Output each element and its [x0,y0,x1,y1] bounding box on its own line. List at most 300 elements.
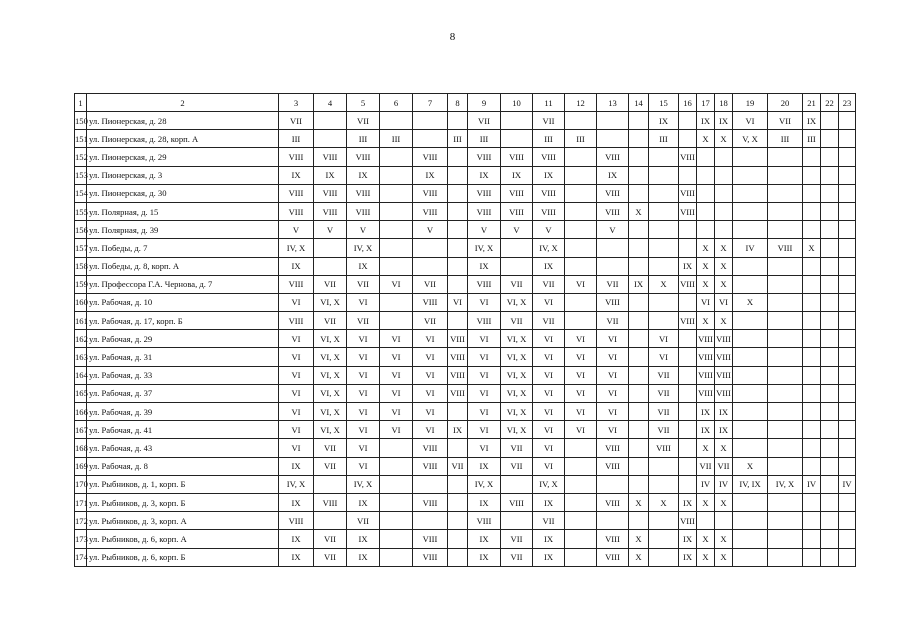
value-cell: VIII [597,202,629,220]
value-cell: VI [597,330,629,348]
value-cell [649,530,679,548]
value-cell: VII [649,403,679,421]
value-cell [733,257,768,275]
value-cell [679,130,697,148]
table-row [75,403,856,421]
value-cell [803,275,821,293]
value-cell: VI [380,403,413,421]
value-cell [821,166,839,184]
value-cell [803,202,821,220]
value-cell [629,439,649,457]
value-cell [629,403,649,421]
value-cell: VI [597,421,629,439]
value-cell: VIII [279,184,314,202]
value-cell [448,239,468,257]
column-header: 20 [768,94,803,112]
value-cell: VIII [679,512,697,530]
value-cell [629,330,649,348]
value-cell: III [768,130,803,148]
address-cell: ул. Пионерская, д. 3 [87,166,279,184]
value-cell: IX [448,421,468,439]
address-cell: ул. Рабочая, д. 41 [87,421,279,439]
value-cell: VIII [597,439,629,457]
value-cell: VIII [597,493,629,511]
value-cell: X [733,293,768,311]
value-cell [380,221,413,239]
value-cell: VI, X [501,348,533,366]
value-cell: VI [279,421,314,439]
value-cell: VIII [347,184,380,202]
value-cell [649,221,679,239]
value-cell: VI, X [501,366,533,384]
value-cell: IX [679,257,697,275]
value-cell: VIII [468,275,501,293]
value-cell [448,548,468,566]
table-row [75,148,856,166]
value-cell: IX [468,530,501,548]
value-cell [733,493,768,511]
value-cell [839,421,856,439]
value-cell: V [468,221,501,239]
value-cell [733,366,768,384]
value-cell [839,512,856,530]
value-cell [448,512,468,530]
value-cell [679,457,697,475]
value-cell: VIII [413,493,448,511]
value-cell: VI [468,403,501,421]
value-cell: VIII [597,457,629,475]
value-cell: VI [697,293,715,311]
row-number-cell: 170 [75,475,87,493]
value-cell [448,475,468,493]
value-cell [448,257,468,275]
value-cell [413,512,448,530]
value-cell: VI [733,112,768,130]
value-cell: VI, X [501,421,533,439]
value-cell: IV [733,239,768,257]
row-number-cell: 150 [75,112,87,130]
value-cell: VII [347,312,380,330]
column-header: 22 [821,94,839,112]
value-cell [565,239,597,257]
value-cell [733,166,768,184]
value-cell [649,312,679,330]
value-cell: VIII [413,293,448,311]
value-cell [565,530,597,548]
value-cell [821,130,839,148]
value-cell [839,493,856,511]
value-cell: VIII [679,275,697,293]
value-cell [803,439,821,457]
value-cell: X [715,530,733,548]
value-cell [649,257,679,275]
value-cell [839,312,856,330]
address-cell: ул. Рыбников, д. 1, корп. Б [87,475,279,493]
value-cell: VIII [679,148,697,166]
value-cell [839,166,856,184]
value-cell [803,548,821,566]
value-cell [629,239,649,257]
value-cell: VI [347,439,380,457]
value-cell [448,275,468,293]
column-header: 8 [448,94,468,112]
value-cell: VIII [697,330,715,348]
value-cell [821,112,839,130]
table-row [75,239,856,257]
value-cell: VII [649,384,679,402]
value-cell [501,475,533,493]
value-cell [768,184,803,202]
value-cell: IX [468,548,501,566]
value-cell [314,475,347,493]
value-cell [733,421,768,439]
value-cell [565,312,597,330]
value-cell [839,548,856,566]
value-cell [565,184,597,202]
value-cell: IX [533,493,565,511]
value-cell: IX [697,403,715,421]
value-cell: X [715,548,733,566]
value-cell: IX [314,166,347,184]
value-cell: VII [314,439,347,457]
value-cell: IX [279,166,314,184]
row-number-cell: 152 [75,148,87,166]
row-number-cell: 173 [75,530,87,548]
value-cell: VI [565,348,597,366]
table-row [75,530,856,548]
value-cell: VIII [279,275,314,293]
table-row [75,512,856,530]
value-cell: VI, X [501,403,533,421]
column-header: 18 [715,94,733,112]
column-header: 12 [565,94,597,112]
value-cell [501,239,533,257]
value-cell [565,293,597,311]
value-cell: VIII [501,184,533,202]
value-cell: VI, X [314,330,347,348]
value-cell: VI, X [501,293,533,311]
value-cell: VIII [533,202,565,220]
value-cell: VII [501,312,533,330]
value-cell: IV, X [347,239,380,257]
value-cell: VII [501,439,533,457]
value-cell [679,112,697,130]
value-cell [314,512,347,530]
value-cell: VII [413,275,448,293]
value-cell [768,403,803,421]
value-cell: VI [565,403,597,421]
value-cell [679,330,697,348]
value-cell: VI [347,330,380,348]
value-cell: VI, X [314,293,347,311]
table-row [75,221,856,239]
value-cell: VII [413,312,448,330]
value-cell: V [413,221,448,239]
value-cell: V [347,221,380,239]
row-number-cell: 167 [75,421,87,439]
value-cell [768,148,803,166]
value-cell [803,148,821,166]
value-cell [380,475,413,493]
value-cell: VIII [448,330,468,348]
value-cell: X [715,275,733,293]
value-cell [715,202,733,220]
table-row [75,421,856,439]
value-cell [768,530,803,548]
value-cell: IX [468,457,501,475]
value-cell: VIII [597,548,629,566]
value-cell [768,493,803,511]
value-cell: VIII [413,148,448,166]
column-header: 14 [629,94,649,112]
value-cell: IV, X [533,475,565,493]
schedule-table [74,93,856,567]
value-cell: VI [468,293,501,311]
value-cell [501,112,533,130]
value-cell: VI [380,384,413,402]
value-cell: VI [279,384,314,402]
value-cell [565,112,597,130]
value-cell: IV, X [279,239,314,257]
value-cell: VI, X [314,421,347,439]
value-cell: VIII [715,348,733,366]
schedule-table-body [75,94,856,567]
value-cell [803,403,821,421]
value-cell [380,293,413,311]
value-cell [565,202,597,220]
value-cell: X [733,457,768,475]
address-cell: ул. Рабочая, д. 31 [87,348,279,366]
value-cell: VIII [501,202,533,220]
table-row [75,548,856,566]
value-cell [380,148,413,166]
value-cell: VI [279,293,314,311]
value-cell: VII [448,457,468,475]
value-cell: VI [347,457,380,475]
value-cell [448,221,468,239]
value-cell: VI [468,330,501,348]
value-cell: VI [565,421,597,439]
column-header: 10 [501,94,533,112]
value-cell [565,548,597,566]
table-row [75,366,856,384]
value-cell: VI [413,403,448,421]
value-cell: V [533,221,565,239]
column-header: 11 [533,94,565,112]
value-cell [803,257,821,275]
value-cell: VI [649,330,679,348]
value-cell: VII [649,421,679,439]
value-cell [839,330,856,348]
value-cell: VIII [597,184,629,202]
value-cell: VIII [697,384,715,402]
value-cell [380,202,413,220]
value-cell [697,512,715,530]
value-cell: X [803,239,821,257]
value-cell [768,202,803,220]
value-cell: VI [279,439,314,457]
value-cell: IX [715,112,733,130]
value-cell: VIII [314,202,347,220]
value-cell [380,493,413,511]
value-cell [768,166,803,184]
value-cell: VI [279,366,314,384]
value-cell: VII [533,512,565,530]
value-cell [821,275,839,293]
value-cell: III [448,130,468,148]
value-cell [448,530,468,548]
value-cell [821,421,839,439]
value-cell: IX [347,166,380,184]
column-header: 3 [279,94,314,112]
value-cell: VI [380,275,413,293]
value-cell [821,148,839,166]
value-cell [448,166,468,184]
value-cell [565,457,597,475]
value-cell [768,330,803,348]
value-cell: VI [279,330,314,348]
column-header: 17 [697,94,715,112]
value-cell: III [347,130,380,148]
value-cell [821,239,839,257]
value-cell: VI [468,366,501,384]
value-cell [565,148,597,166]
value-cell [733,512,768,530]
value-cell [629,348,649,366]
value-cell [839,366,856,384]
value-cell [679,421,697,439]
value-cell [768,312,803,330]
value-cell [448,148,468,166]
value-cell [839,239,856,257]
value-cell [629,421,649,439]
value-cell [380,439,413,457]
value-cell [565,257,597,275]
value-cell: IX [597,166,629,184]
value-cell: VII [468,112,501,130]
value-cell [629,384,649,402]
value-cell: VII [533,275,565,293]
address-cell: ул. Профессора Г.А. Чернова, д. 7 [87,275,279,293]
value-cell: VI [413,366,448,384]
value-cell: VIII [413,548,448,566]
value-cell [821,184,839,202]
value-cell: IX [468,493,501,511]
value-cell [768,512,803,530]
value-cell [803,348,821,366]
value-cell: VIII [468,512,501,530]
value-cell: VII [314,457,347,475]
value-cell [649,293,679,311]
value-cell: VI [533,366,565,384]
value-cell [413,257,448,275]
value-cell [380,512,413,530]
value-cell: IX [649,112,679,130]
value-cell: VIII [413,457,448,475]
value-cell: VII [597,275,629,293]
header-row [75,94,856,112]
value-cell: VIII [314,184,347,202]
value-cell [697,148,715,166]
value-cell [839,202,856,220]
value-cell [821,348,839,366]
value-cell: VI [565,366,597,384]
value-cell: VI [533,403,565,421]
value-cell: IX [715,421,733,439]
value-cell [629,312,649,330]
value-cell [679,166,697,184]
table-row [75,112,856,130]
value-cell [803,512,821,530]
address-cell: ул. Пионерская, д. 28, корп. А [87,130,279,148]
value-cell [733,330,768,348]
value-cell [380,184,413,202]
value-cell: VI, X [314,348,347,366]
row-number-cell: 156 [75,221,87,239]
value-cell [733,184,768,202]
value-cell: VIII [413,202,448,220]
value-cell: V [597,221,629,239]
value-cell: VIII [715,330,733,348]
value-cell: X [715,130,733,148]
value-cell: VI [533,348,565,366]
value-cell: VI [533,293,565,311]
value-cell [821,457,839,475]
value-cell [314,239,347,257]
value-cell [649,202,679,220]
value-cell: VI [448,293,468,311]
value-cell [501,512,533,530]
address-cell: ул. Победы, д. 7 [87,239,279,257]
table-row [75,457,856,475]
value-cell: VIII [468,202,501,220]
value-cell [715,148,733,166]
row-number-cell: 157 [75,239,87,257]
address-cell: ул. Рабочая, д. 29 [87,330,279,348]
value-cell: V [279,221,314,239]
address-cell: ул. Рыбников, д. 6, корп. Б [87,548,279,566]
table-row [75,439,856,457]
value-cell [314,130,347,148]
value-cell [629,130,649,148]
value-cell: X [715,493,733,511]
value-cell [803,366,821,384]
value-cell: IV, IX [733,475,768,493]
value-cell: VIII [347,202,380,220]
value-cell [715,221,733,239]
value-cell [380,257,413,275]
value-cell: VII [768,112,803,130]
value-cell [821,293,839,311]
value-cell: IV [697,475,715,493]
address-cell: ул. Рыбников, д. 3, корп. А [87,512,279,530]
value-cell [768,421,803,439]
value-cell [565,439,597,457]
value-cell: IX [533,548,565,566]
address-cell: ул. Рыбников, д. 3, корп. Б [87,493,279,511]
table-row [75,293,856,311]
address-cell: ул. Рабочая, д. 8 [87,457,279,475]
value-cell: VI [413,330,448,348]
value-cell: VIII [533,148,565,166]
value-cell: IX [501,166,533,184]
value-cell [768,548,803,566]
value-cell: III [279,130,314,148]
value-cell: VI [347,421,380,439]
value-cell: IV, X [768,475,803,493]
value-cell [629,148,649,166]
value-cell: VIII [679,184,697,202]
